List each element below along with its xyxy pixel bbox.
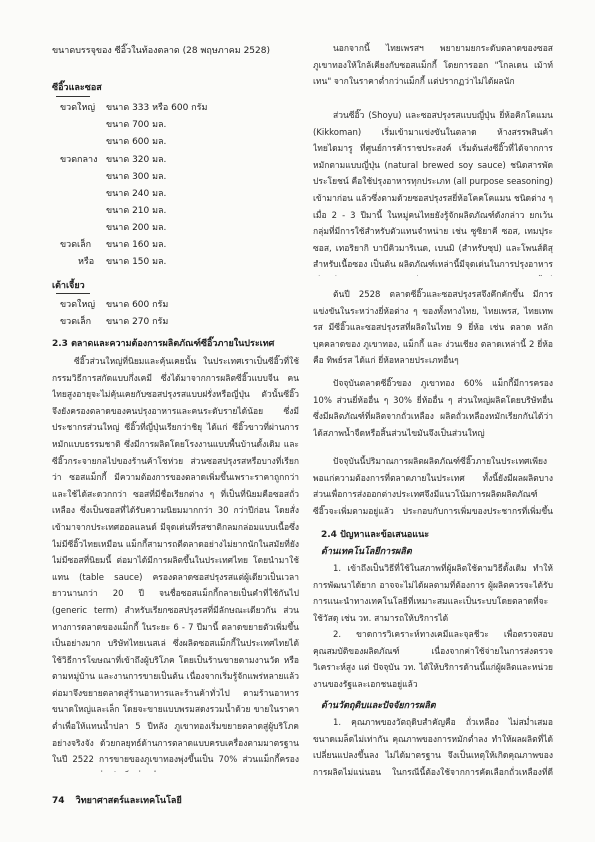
subsection-title: ด้านเทคโนโลยีการผลิต xyxy=(321,547,412,557)
size-value: ขนาด 210 มล. xyxy=(106,206,167,216)
size-label: ขวดเล็ก xyxy=(60,317,92,327)
subsection-title: ด้านวัตถุดิบและปัจจัยการผลิต xyxy=(321,701,436,711)
size-label: หรือ xyxy=(78,257,95,267)
size-value: ขนาด 300 มล. xyxy=(106,172,167,182)
size-label: ขวดกลาง xyxy=(60,155,98,165)
size-value: ขนาด 600 กรัม xyxy=(106,300,169,310)
size-value: ขนาด 700 มล. xyxy=(106,120,167,130)
size-label: ขวดใหญ่ xyxy=(60,300,96,310)
soy-sauce-heading: ซีอิ๊วและซอส xyxy=(52,83,102,93)
journal-title: วิทยาศาสตร์และเทคโนโลยี xyxy=(75,796,182,806)
list-item: 1. คุณภาพของวัตถุดิบสำคัญคือ ถั่วเหลือง ไม่สม่ำเสมอ ขนาดเมล็ดไม่เท่ากัน คุณภาพของการหมักต่ำลง ทำให้ผลผลิตที่ได้เปลี่ยนแปลงขึ้นลง ไม่ได้มาตรฐาน จึงเป็นเหตุให้เกิดคุณภาพของการผลิตไม่แน่นอน ในกรณีนี้ต้องใช้จากการคัดเลือกถั่วเหลืองที่ดี xyxy=(313,718,553,778)
body-paragraph: ซีอิ๊วส่วนใหญ่ที่นิยมและคุ้นเคยนั้น ในประเทศเราเป็นซีอิ๊วที่ใช้กรรมวิธีการสกัดแบบกึ่งเคมี ซึ่งได้มาจากการผลิตซีอิ๊วแบบจีน คนไทยสูงอายุจะไม่คุ้นเคยกับซอสปรุงรสแบบฝรั่งหรือญี่ปุ่น ตัวนั้นซีอิ๊วจึงยังครองตลาดของคนปรุงอาหารและคนระดับรายได้น้อย ซึ่งมีประชากรส่วนใหญ่ ซีอิ๊วที่ญี่ปุ่นเรียกว่าชิยุ ได้แก่ ซีอิ๊วขาวที่ผ่านการหมักแบบธรรมชาติ ซึ่งมีการผลิตโดยโรงงานแบบพื้นบ้านดั้งเดิม และซีอิ๊วกระจายกลไปของร้านค้าโชห่วย ส่วนซอสปรุงรสหรือบางที่เรียกว่า ซอสแม็กกี้ มีความต้องการของตลาดเพิ่มขึ้นเพราะราคาถูกกว่าและใช้ได้สะดวกกว่า ซอสที่มีชื่อเรียกต่าง ๆ ที่เป็นที่นิยมคือซอสถั่วเหลือง ซึ่งเป็นซอสที่ได้รับความนิยมมากกว่า 30 กว่าปีก่อน โดยสั่งเข้ามาจากประเทศฮอลแลนด์ มีจุดเด่นที่รสชาติกลมกล่อมแบบเนื้อซึ่งไม่มีซีอิ๊วไทยเหมือน แม็กกี้สามารถตีตลาดอย่างไม่ยากนักในสมัยที่ยังไม่มีซอสที่นิยมนี้ ต่อมาได้มีการผลิตขึ้นในประเทศไทย โดยนำมาใช้แทน (table sauce) ครองตลาดซอสปรุงรสแต่ผู้เดียวเป็นเวลายาวนานกว่า 20 ปี จนชื่อซอสแม็กกี้กลายเป็นคำที่ใช้กันไป (generic term) สำหรับเรียกซอสปรุงรสที่มีลักษณะเดียวกัน ส่วนทางการตลาดของแม็กกี้ ในระยะ 6 - 7 ปีมานี้ ตลาดขยายตัวเพิ่มขึ้นเป็นอย่างมาก บริษัทไทยเนสเล่ ซึ่งผลิตซอสแม็กกี้ในประเทศไทยได้ใช้วิธีการโฆษณาที่เข้าถึงผู้บริโภค โดยเป็นร้านขายตามงานวัด หรือตามหมู่บ้าน และงานการขายเป็นต้น เนื่องจากเริ่มรู้จักแพร่หลายแล้ว ต่อมาจึงขยายตลาดสู่ร้านอาหารและร้านค้าทั่วไป ตามร้านอาหารขนาดใหญ่และเล็ก โดยจะขายแบบพรมสดงรวมน้ำด้วย ขายในราคาต่ำเพื่อให้แทนน้ำปลา 5 ปีหลัง ภูเขาทองเริ่มขยายตลาดสู่ผู้บริโภคอย่างจริงจัง ด้วยกลยุทธ์ด้านการตลาดแบบครบเครื่องตามมาตรฐาน ในปี 2522 การขายของภูเขาทองพุ่งขึ้นเป็น 70% ส่วนแม็กกี้ครอง xyxy=(52,357,299,766)
paragraph: ปัจจุบันนี้ปริมาณการผลิตผลิตภัณฑ์ซีอิ๊วภายในประเทศเพียงพอแก่ความต้องการที่ตลาดภายในประเทศ ทั้งนี้ยังมีผลผลิตบางส่วนเพื่อการส่งออกต่างประเทศจึงมีแนวโน้มการผลิตผลิตภัณฑ์ซีอิ๊วจะเพิ่มตามอยู่แล้ว ประกอบกับการเพิ่มของประชากรที่เพิ่มขึ้น xyxy=(313,457,553,517)
size-label: ขวดใหญ่ xyxy=(60,103,96,113)
size-value: ขนาด 160 มล. xyxy=(106,240,167,250)
size-value: ขนาด 270 กรัม xyxy=(106,317,169,327)
size-value: ขนาด 333 หรือ 600 กรัม xyxy=(106,103,208,113)
paragraph: นอกจากนี้ ไทยเพรสฯ พยายามยกระดับตลาดของซอสภูเขาทองให้ใกล้เคียงกับซอสแม็กกี้ โดยการออก "โกลเดน เม้าท์เทน" จากในราคาต่ำกว่าแม็กกี้ แต่ปรากฏว่าไม่ได้ผลนัก xyxy=(313,44,553,88)
size-label: ขวดเล็ก xyxy=(60,240,92,250)
page-number: 74 xyxy=(52,796,65,806)
package-size-intro: ขนาดบรรจุของ ซีอิ๊วในท้องตลาด (28 พฤษภาคม 2528) xyxy=(52,46,270,56)
paragraph: ต้นปี 2528 ตลาดซีอิ๊วและซอสปรุงรสจึงคึกคักขึ้น มีการแข่งขันในระหว่างยี่ห้อต่าง ๆ ของทั้งทางไทย, ไทยเพรส, ไทยเทพรส มีซีอิ๊วและซอสปรุงรสที่ผลิตในไทย 9 ยี่ห้อ เช่น ตลาด หลัก บุคคลาดของ ภูเขาทอง, แม็กกี้ และ ง่วนเชียง ตลาดเหล่านี้ 2 ยี่ห้อ คือ ทิพย์รส ได้แก่ ยี่ห้อหลายประเภทอื่นๆ xyxy=(313,290,553,367)
heading-underline xyxy=(56,293,90,294)
list-item: 1. เข้าถึงเป็นวิธีที่ใช้ในสภาพที่ผู้ผลิตใช้ตามวิธีดั้งเดิม ทำให้การพัฒนาได้ยาก อาจจะไม่ได้ผลตามที่ต้องการ ผู้ผลิตควรจะได้รับการแนะนำทางเทคโนโลยีที่เหมาะสมและเป็นระบบโดยตลาดที่จะใช้วัสดุ เช่น วท. สามารถให้บริการได้ xyxy=(313,564,553,624)
size-value: ขนาด 600 มล. xyxy=(106,137,167,147)
list-item: 2. ขาดการวิเคราะห์ทางเคมีและจุลชีวะ เพื่อตรวจสอบคุณสมบัติของผลิตภัณฑ์ เนื่องจากค่าใช้จ่ายในการส่งตรวจวิเคราะห์สูง แต่ ปัจจุบัน วท. ได้ให้บริการด้านนี้แก่ผู้ผลิตและหน่วยงานของรัฐและเอกชนอยู่แล้ว xyxy=(313,630,553,690)
heading-underline xyxy=(56,96,90,97)
section-title: 2.3 ตลาดและความต้องการผลิตภัณฑ์ซีอิ๊วภายในประเทศ xyxy=(52,339,275,349)
section-title: 2.4 ปัญหาและข้อเสนอแนะ xyxy=(321,530,430,540)
size-value: ขนาด 150 มล. xyxy=(106,257,167,267)
page-footer xyxy=(52,793,182,807)
paragraph: ส่วนซีอิ๊ว (Shoyu) และซอสปรุงรสแบบญี่ปุ่น ยี่ห้อคิกโคแมน (Kikkoman) เริ่มเข้ามาแข่งขันในตลาด ห้างสรรพสินค้าไทยไดมารู ที่ศูนย์การค้าราชประสงค์ เริ่มต้นส่งซีอิ๊วที่ได้จากการหมักตามแบบญี่ปุ่น (natural brewed soy sauce) ชนิดสารพัดประโยชน์ คือใช้ปรุงอาหารทุกประเภท (all purpose seasoning) เข้ามาก่อน แล้วซึ่งตามด้วยซอสปรุงรสยี่ห้อโคคโคแมน ชนิดต่าง ๆ เมื่อ 2 - 3 ปีมานี้ ในหมู่คนไทยยังรู้จักผลิตภัณฑ์ดังกล่าว ยกเว้นกลุ่มที่มีการใช้สำหรับตัวแทนจำหน่าย เช่น ซูซิยาคี ซอส, เทมปุระ ซอส, เทอริยากิ บาบีคิวมาริเนด, เบนมิ (สำหรับซุป) และโพนส์ดิสุ สำหรับเนื้อซอง เป็นต้น ผลิตภัณฑ์เหล่านี้มีจุดเด่นในการปรุงอาหาร xyxy=(313,111,553,271)
size-value: ขนาด 200 มล. xyxy=(106,223,167,233)
paragraph: ปัจจุบันตลาดซีอิ๊วของ ภูเขาทอง 60% แม็กกี้มีการครอง 10% ส่วนยี่ห้ออื่น ๆ 30% ยี่ห้ออื่น ๆ ส่วนใหญ่ผลิตโดยบริษัทอื่น ซึ่งมีผลิตภัณฑ์ที่ผลิตจากถั่วเหลือง ผลิตถั่วเหลืองหมักเรียกกันได้ว่า ได้สภาพน้ำจืดหรือสิ้นส่วนไขมันจึงเป็นส่วนใหญ่ xyxy=(313,379,553,439)
size-value: ขนาด 320 มล. xyxy=(106,155,167,165)
size-value: ขนาด 240 มล. xyxy=(106,189,167,199)
bean-paste-heading: เต้าเจี้ยว xyxy=(52,281,85,291)
